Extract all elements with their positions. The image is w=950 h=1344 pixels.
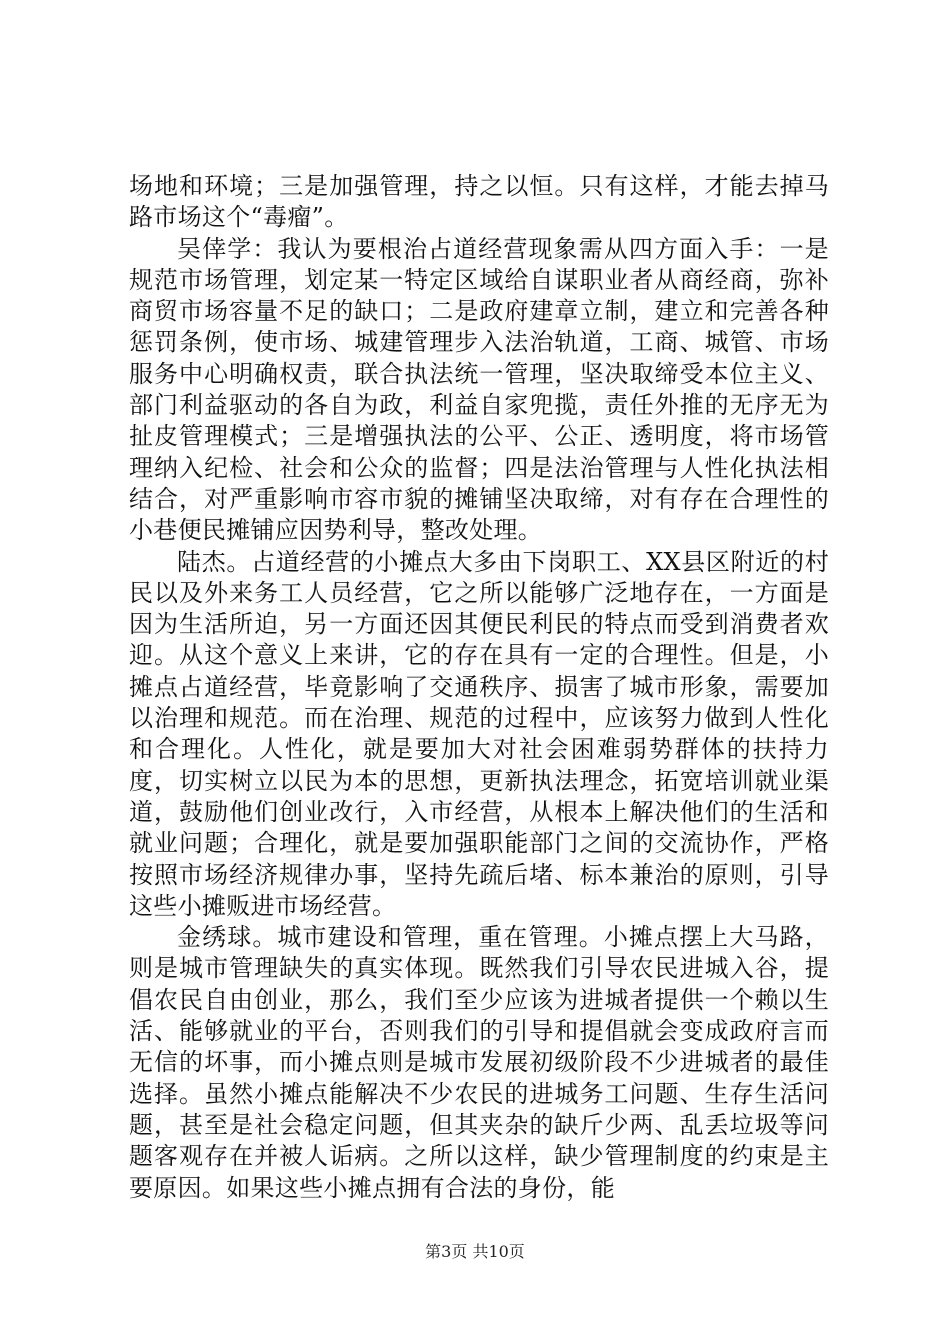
paragraph-3: 陆杰。占道经营的小摊点大多由下岗职工、XX县区附近的村民以及外来务工人员经营，它之所以能够广泛地存在，一方面是因为生活所迫，另一方面还因其便民利民的特点而受到消费者欢迎。从这个意义上来讲，它的存在具有一定的合理性。但是，小摊点占道经营，毕竟影响了交通秩序、损害了城市形象，需要加以治理和规范。而在治理、规范的过程中，应该努力做到人性化和合理化。人性化，就是要加大对社会困难弱势群体的扶持力度，切实树立以民为本的思想，更新执法理念，拓宽培训就业渠道，鼓励他们创业改行，入市经营，从根本上解决他们的生活和就业问题；合理化，就是要加强职能部门之间的交流协作，严格按照市场经济规律办事，坚持先疏后堵、标本兼治的原则，引导这些小摊贩进市场经营。 [129, 547, 829, 920]
paragraph-1: 场地和环境；三是加强管理，持之以恒。只有这样，才能去掉马路市场这个“毒瘤”。 [129, 172, 829, 232]
page-number-footer: 第3页 共10页 [425, 1242, 525, 1261]
paragraph-2: 吴倖学：我认为要根治占道经营现象需从四方面入手：一是规范市场管理，划定某一特定区域给自谋职业者从商经商，弥补商贸市场容量不足的缺口；二是政府建章立制，建立和完善各种惩罚条例，使市场、城建管理步入法治轨道，工商、城管、市场服务中心明确权责，联合执法统一管理，坚决取缔受本位主义、部门利益驱动的各自为政，利益自家兜揽，责任外推的无序无为扯皮管理模式；三是增强执法的公平、公正、透明度，将市场管理纳入纪检、社会和公众的监督；四是法治管理与人性化执法相结合，对严重影响市容市貌的摊铺坚决取缔，对有存在合理性的小巷便民摊铺应因势利导，整改处理。 [129, 234, 829, 545]
document-body [129, 171, 829, 1204]
paragraph-4: 金绣球。城市建设和管理，重在管理。小摊点摆上大马路，则是城市管理缺失的真实体现。既然我们引导农民进城入谷，提倡农民自由创业，那么，我们至少应该为进城者提供一个赖以生活、能够就业的平台，否则我们的引导和提倡就会变成政府言而无信的坏事，而小摊点则是城市发展初级阶段不少进城者的最佳选择。虽然小摊点能解决不少农民的进城务工问题、生存生活问题，甚至是社会稳定问题，但其夹杂的缺斤少两、乱丢垃圾等问题客观存在并被人诟病。之所以这样，缺少管理制度的约束是主要原因。如果这些小摊点拥有合法的身份，能 [129, 923, 829, 1202]
